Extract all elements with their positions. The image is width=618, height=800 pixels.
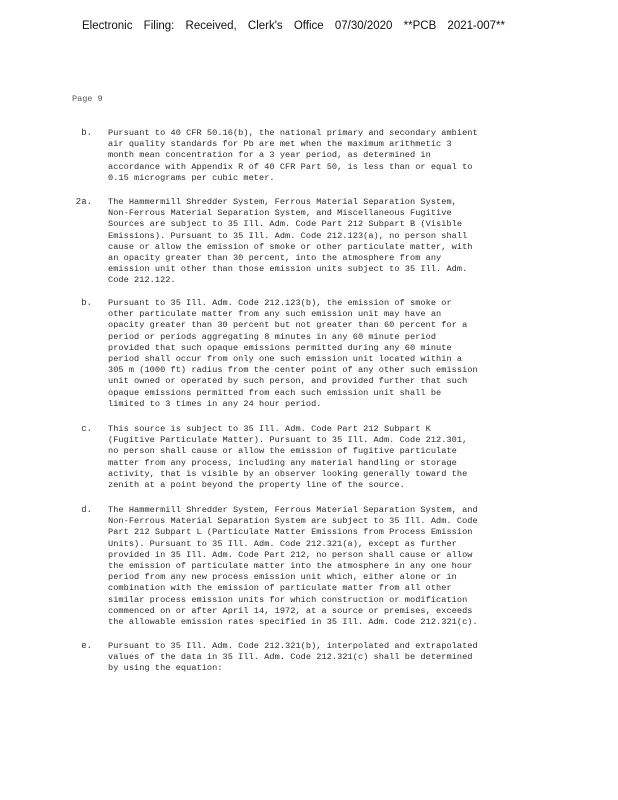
paragraph-text: The Hammermill Shredder System, Ferrous Material Separation System, Non-Ferrous Material Separation System, and Miscellaneous Fugitive Sources are subject to 35 Ill. Adm. Code Part 212 Subpart B (Visible Emissions). Pursuant to 35 Ill. Adm. Code 212.123(a), no person shall cause or allow the emission of smoke or other particulate matter, with an opacity greater than 30 percent, into the atmosphere from any emission unit other than those emission units subject to 35 Ill. Adm. Code 212.122. [108,197,473,286]
paragraph-text: Pursuant to 35 Ill. Adm. Code 212.321(b), interpolated and extrapolated values of the data in 35 Ill. Adm. Code 212.321(c) shall be determined by using the equation: [108,641,478,674]
filing-header: Electronic Filing: Received, Clerk's Office 07/30/2020 **PCB 2021-007** [82,20,505,32]
paragraph-text: This source is subject to 35 Ill. Adm. Code Part 212 Subpart K (Fugitive Particulate Matter). Pursuant to 35 Ill. Adm. Code 212.301, no person shall cause or allow the emission of fugitive particulate matter from any process, including any material handling or storage activity, that is visible by an observer looking generally toward the zenith at a point beyond the property line of the source. [108,424,468,491]
paragraph-marker: b. [81,298,92,308]
paragraph-text: Pursuant to 40 CFR 50.16(b), the national primary and secondary ambient air quality standards for Pb are met when the maximum arithmetic 3 month mean concentration for a 3 year period, as determined in accordance with Appendix R of 40 CFR Part 50, is less than or equal to 0.15 micrograms per cubic meter. [108,128,478,183]
paragraph-marker: b. [81,128,92,138]
paragraph-text: The Hammermill Shredder System, Ferrous Material Separation System, and Non-Ferrous Material Separation System are subject to 35 Ill. Adm. Code Part 212 Subpart L (Particulate Matter Emissions from Process Emission Units). Pursuant to 35 Ill. Adm. Code 212.321(a), except as further provided in 35 Ill. Adm. Code Part 212, no person shall cause or allow the emission of particulate matter into the atmosphere in any one hour period from any new process emission unit which, either alone or in combination with the emission of particulate matter from all other similar process emission units for which construction or modification commenced on or after April 14, 1972, at a source or premises, exceeds the allowable emission rates specified in 35 Ill. Adm. Code 212.321(c). [108,505,478,628]
paragraph-marker: c. [81,424,92,434]
paragraph-marker: d. [81,505,92,515]
page-number: Page 9 [72,94,103,104]
paragraph-marker: e. [81,641,92,651]
paragraph-marker: 2a. [75,197,92,207]
paragraph-text: Pursuant to 35 Ill. Adm. Code 212.123(b), the emission of smoke or other particulate matter from any such emission unit may have an opacity greater than 30 percent but not greater than 60 percent for a period or periods aggregating 8 minutes in any 60 minute period provided that such opaque emissions permitted during any 60 minute period shall occur from only one such emission unit located within a 305 m (1000 ft) radius from the center point of any other such emission unit owned or operated by such person, and provided further that such opaque emissions permitted from each such emission unit shall be limited to 3 times in any 24 hour period. [108,298,478,409]
